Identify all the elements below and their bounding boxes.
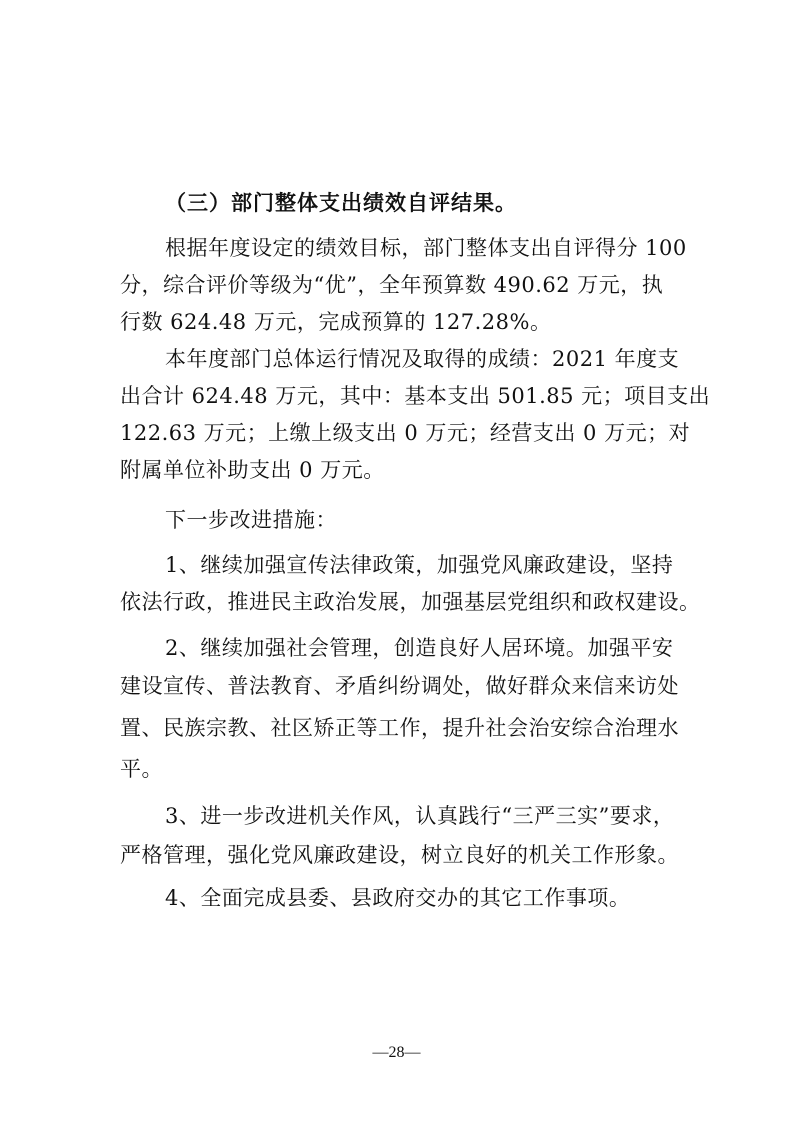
page-number: —28— xyxy=(372,1044,421,1061)
paragraph-line: 建设宣传、普法教育、矛盾纠纷调处，做好群众来信来访处 xyxy=(120,674,679,698)
section-heading: （三）部门整体支出绩效自评结果。 xyxy=(165,190,517,215)
paragraph-line: 严格管理，强化党风廉政建设，树立良好的机关工作形象。 xyxy=(120,843,679,867)
paragraph-line: 下一步改进措施： xyxy=(165,508,337,532)
paragraph-line: 2、继续加强社会管理，创造良好人居环境。加强平安 xyxy=(165,636,674,660)
paragraph-line: 附属单位补助支出 0 万元。 xyxy=(120,458,385,482)
paragraph-line: 依法行政，推进民主政治发展，加强基层党组织和政权建设。 xyxy=(120,590,701,614)
paragraph-line: 3、进一步改进机关作风，认真践行“三严三实”要求， xyxy=(165,804,675,828)
paragraph-line: 本年度部门总体运行情况及取得的成绩：2021 年度支 xyxy=(165,347,680,371)
paragraph-line: 分，综合评价等级为“优”，全年预算数 490.62 万元，执 xyxy=(120,273,664,297)
paragraph-line: 平。 xyxy=(120,757,163,781)
paragraph-line: 4、全面完成县委、县政府交办的其它工作事项。 xyxy=(165,886,631,910)
paragraph-line: 出合计 624.48 万元，其中：基本支出 501.85 元；项目支出 xyxy=(120,384,711,408)
paragraph-line: 1、继续加强宣传法律政策，加强党风廉政建设，坚持 xyxy=(165,553,674,577)
paragraph-line: 根据年度设定的绩效目标，部门整体支出自评得分 100 xyxy=(165,236,687,260)
paragraph-line: 122.63 万元；上缴上级支出 0 万元；经营支出 0 万元；对 xyxy=(120,421,691,445)
paragraph-line: 置、民族宗教、社区矫正等工作，提升社会治安综合治理水 xyxy=(120,716,679,740)
paragraph-line: 行数 624.48 万元，完成预算的 127.28%。 xyxy=(120,310,552,334)
